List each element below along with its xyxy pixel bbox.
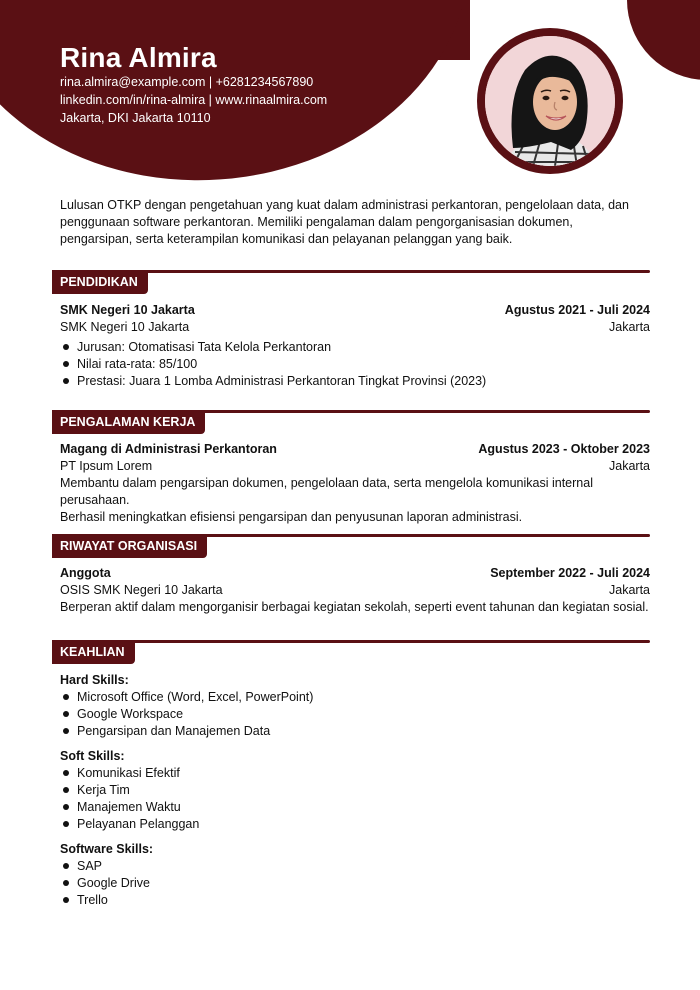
organization-section: [52, 534, 650, 616]
experience-role: Magang di Administrasi Perkantoran: [60, 442, 277, 456]
software-skills-title: Software Skills:: [60, 842, 154, 856]
organization-role: Anggota: [60, 566, 111, 580]
list-item: Komunikasi Efektif: [60, 765, 650, 782]
experience-company: PT Ipsum Lorem: [60, 459, 153, 473]
contact-links: linkedin.com/in/rina-almira | www.rinaalmira.com: [60, 93, 328, 107]
soft-skills-title: Soft Skills:: [60, 749, 125, 763]
organization-location: Jakarta: [609, 583, 650, 597]
contact-block: [60, 73, 327, 127]
education-dates: Agustus 2021 - Juli 2024: [504, 303, 650, 317]
education-school: SMK Negeri 10 Jakarta: [60, 303, 195, 317]
contact-email-phone: rina.almira@example.com | +6281234567890: [60, 75, 314, 89]
section-title: PENGALAMAN KERJA: [52, 410, 205, 434]
list-item: Google Workspace: [60, 706, 650, 723]
list-item: Prestasi: Juara 1 Lomba Administrasi Perkantoran Tingkat Provinsi (2023): [60, 373, 650, 390]
list-item: Manajemen Waktu: [60, 799, 650, 816]
section-header: [52, 270, 650, 294]
experience-description-1: Membantu dalam pengarsipan dokumen, pengelolaan data, serta mengelola komunikasi internal perusahaan.: [60, 476, 593, 507]
list-item: Pelayanan Pelanggan: [60, 816, 650, 833]
profile-photo: [485, 36, 615, 166]
experience-section: [52, 410, 650, 526]
resume-name: Rina Almira: [60, 42, 217, 73]
list-item: Nilai rata-rata: 85/100: [60, 356, 650, 373]
portrait-illustration: [485, 36, 615, 166]
list-item: Trello: [60, 892, 650, 909]
section-title: PENDIDIKAN: [52, 270, 148, 294]
section-title: KEAHLIAN: [52, 640, 135, 664]
section-title: RIWAYAT ORGANISASI: [52, 534, 207, 558]
list-item: SAP: [60, 858, 650, 875]
soft-skills-list: [52, 765, 650, 833]
hard-skills-list: [52, 689, 650, 740]
contact-address: Jakarta, DKI Jakarta 10110: [60, 111, 211, 125]
profile-summary: Lulusan OTKP dengan pengetahuan yang kuat dalam administrasi perkantoran, pengelolaan data, dan penggunaan software perkantoran. Memiliki pengalaman dalam pengorganisasian dokumen, pengarsipan, serta keterampilan komunikasi dan pelayanan pelanggan yang baik.: [60, 198, 629, 246]
experience-description-2: Berhasil meningkatkan efisiensi pengarsipan dan penyusunan laporan administrasi.: [60, 510, 523, 524]
organization-dates: September 2022 - Juli 2024: [490, 566, 650, 580]
education-institution: SMK Negeri 10 Jakarta: [60, 320, 190, 334]
list-item: Jurusan: Otomatisasi Tata Kelola Perkantoran: [60, 339, 650, 356]
section-header: [52, 410, 650, 434]
education-section: [52, 270, 650, 390]
list-item: Google Drive: [60, 875, 650, 892]
organization-description: Berperan aktif dalam mengorganisir berbagai kegiatan sekolah, seperti event tahunan dan kegiatan sosial.: [60, 600, 649, 614]
list-item: Microsoft Office (Word, Excel, PowerPoint): [60, 689, 650, 706]
software-skills-list: [52, 858, 650, 909]
education-location: Jakarta: [609, 320, 650, 334]
list-item: Kerja Tim: [60, 782, 650, 799]
profile-photo-frame: [477, 28, 623, 174]
section-header: [52, 640, 650, 664]
corner-decoration: [627, 0, 700, 80]
organization-name: OSIS SMK Negeri 10 Jakarta: [60, 583, 223, 597]
section-header: [52, 534, 650, 558]
experience-location: Jakarta: [609, 459, 650, 473]
experience-dates: Agustus 2023 - Oktober 2023: [478, 442, 650, 456]
skills-section: [52, 640, 650, 909]
hard-skills-title: Hard Skills:: [60, 673, 129, 687]
list-item: Pengarsipan dan Manajemen Data: [60, 723, 650, 740]
education-bullets: [52, 339, 650, 390]
section-rule: [52, 640, 650, 643]
